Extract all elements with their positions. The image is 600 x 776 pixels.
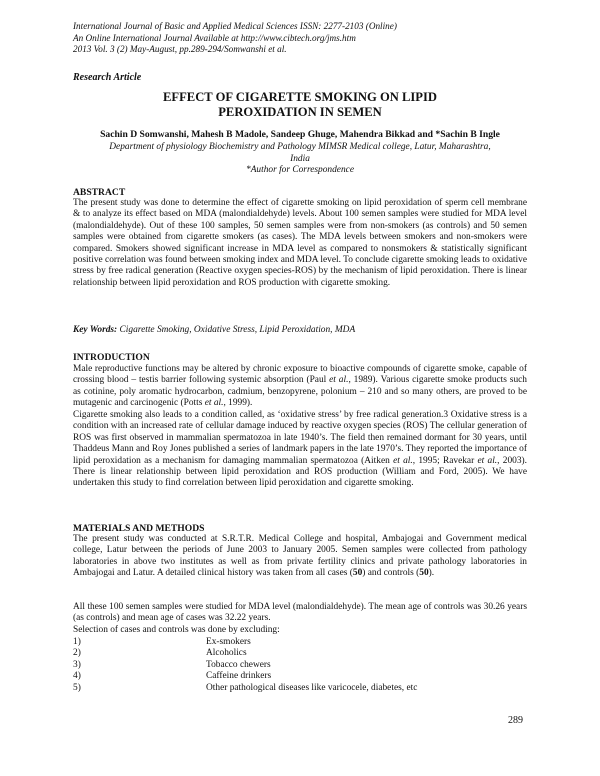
affiliation-line-2: India <box>290 153 310 164</box>
keywords-text: Cigarette Smoking, Oxidative Stress, Lipid Peroxidation, MDA <box>119 325 356 335</box>
methods-paragraph-2: All these 100 semen samples were studied for MDA level (malondialdehyde). The mean age of controls was 30.26 years (as controls) and mean age of cases was 32.22 years. <box>73 602 527 624</box>
list-item <box>73 671 527 682</box>
journal-header <box>73 21 397 56</box>
exclusion-list <box>73 637 527 694</box>
title-line-2: PEROXIDATION IN SEMEN <box>218 105 382 119</box>
intro-p2-text-a: Cigarette smoking also leads to a condition called, as ‘oxidative stress’ by free radical generation.3 Oxidative stress is a condition with an increased rate of cellular damage induced by reactive oxygen species (ROS) The cellular generation of ROS was first observed in mammalian spermatozoa in late 1940’s. The field then remained dormant for 30 years, until Thaddeus Mann and Roy Jones published a series of landmark papers in the late 1970’s. They reported the importance of lipid peroxidation as a mechanism for damaging mammalian spermatozoa (Aitken <box>73 410 527 466</box>
abstract-text: The present study was done to determine the effect of cigarette smoking on lipid peroxidation of sperm cell membrane & to analyze its effect based on MDA (malondialdehyde) levels. About 100 semen samples were studied for MDA level (malondialdehyde). Out of these 100 samples, 50 semen samples were from non-smokers (as controls) and 50 semen samples were obtained from cigarette smokers (as cases). The MDA levels between smokers and non-smokers were compared. Smokers showed significant increase in MDA level as compared to nonsmokers & statistically significant positive correlation was found between smoking index and MDA level. To conclude cigarette smoking leads to oxidative stress by free radical generation (Reactive oxygen species-ROS) by the mechanism of lipid peroxidation. There is linear relationship between lipid peroxidation and ROS production with cigarette smoking. <box>73 198 527 288</box>
list-item <box>73 648 527 659</box>
affiliation <box>73 142 527 177</box>
intro-p1-text-a: Male reproductive functions may be altered by chronic exposure to bioactive compounds of cigarette smoke, capable of crossing blood – testis barrier following systemic absorption (Paul <box>73 364 527 386</box>
journal-url-line: An Online International Journal Available at http://www.cibtech.org/jms.htm <box>73 32 356 43</box>
list-item-text: Ex-smokers <box>206 637 251 647</box>
list-item-number: 3) <box>73 659 81 670</box>
intro-p1-etal-2: et al. <box>204 398 224 409</box>
introduction-paragraph-1 <box>73 364 527 410</box>
title-line-1: EFFECT OF CIGARETTE SMOKING ON LIPID <box>163 90 437 104</box>
author-list: Sachin D Somwanshi, Mahesh B Madole, Sandeep Ghuge, Mahendra Bikkad and *Sachin B Ingle <box>100 129 500 140</box>
correspondence-note: *Author for Correspondence <box>246 165 354 175</box>
methods-cases-count: 50 <box>352 568 363 579</box>
list-item-number: 1) <box>73 637 81 647</box>
introduction-paragraph-2 <box>73 410 527 490</box>
paper-title <box>73 90 527 120</box>
volume-line: 2013 Vol. 3 (2) May-August, pp.289-294/Somwanshi et al. <box>73 44 287 54</box>
abstract-heading: ABSTRACT <box>73 187 126 198</box>
list-item-text: Tobacco chewers <box>206 659 271 670</box>
methods-paragraph-3: Selection of cases and controls was done by excluding: <box>73 625 280 635</box>
methods-paragraph-1 <box>73 534 527 580</box>
journal-name: International Journal of Basic and Applied Medical Sciences ISSN: 2277-2103 (Online) <box>73 21 397 31</box>
intro-p2-text-e: , 2003). There is linear relationship between lipid peroxidation and ROS production (William and Ford, 2005). We have undertaken this study to find correlation between lipid peroxidation and cigarette smoking. <box>73 455 527 489</box>
affiliation-line-1: Department of physiology Biochemistry and Pathology MIMSR Medical college, Latur, Maharashtra, <box>109 142 491 152</box>
intro-p2-text-c: , 1995; Ravekar <box>412 455 478 466</box>
list-item <box>73 637 527 648</box>
intro-p1-text-e: , 1999). <box>223 398 253 409</box>
keywords-label: Key Words: <box>73 325 118 335</box>
list-item-number: 4) <box>73 671 81 682</box>
list-item-text: Caffeine drinkers <box>206 671 272 682</box>
intro-p2-etal-2: et al. <box>477 455 498 466</box>
list-item <box>73 660 527 671</box>
intro-p1-etal-1: et al. <box>329 375 349 386</box>
introduction-heading: INTRODUCTION <box>73 352 150 363</box>
methods-heading: MATERIALS AND METHODS <box>73 523 205 534</box>
keywords <box>73 325 527 335</box>
page-number: 289 <box>508 715 523 726</box>
methods-p1-text-c: ) and controls ( <box>362 568 420 579</box>
list-item-text: Other pathological diseases like varicocele, diabetes, etc <box>206 682 418 693</box>
intro-p2-etal-1: et al. <box>393 455 413 466</box>
list-item-number: 5) <box>73 682 81 693</box>
intro-p1-text-c: , 1989). Various cigarette smoke products such as cotinine, poly aromatic hydrocarbon, cadmium, benzopyrene, polonium – 210 and so many others, are proved to be mutagenic and carcinogenic (Potts <box>73 375 527 409</box>
methods-p1-text-e: ). <box>428 568 435 579</box>
list-item-number: 2) <box>73 648 81 659</box>
methods-p1-text-a: The present study was conducted at S.R.T.R. Medical College and hospital, Ambajogai and Government medical college, Latur between the periods of June 2003 to January 2005. Semen samples were collected from pathology laboratories in above two institutes as well as from private fertility clinics and private pathology laboratories in Ambajogai and Latur. A detailed clinical history was taken from all cases ( <box>73 534 527 579</box>
list-item <box>73 683 527 694</box>
article-type: Research Article <box>73 72 142 83</box>
list-item-text: Alcoholics <box>206 648 247 659</box>
methods-controls-count: 50 <box>419 568 429 579</box>
